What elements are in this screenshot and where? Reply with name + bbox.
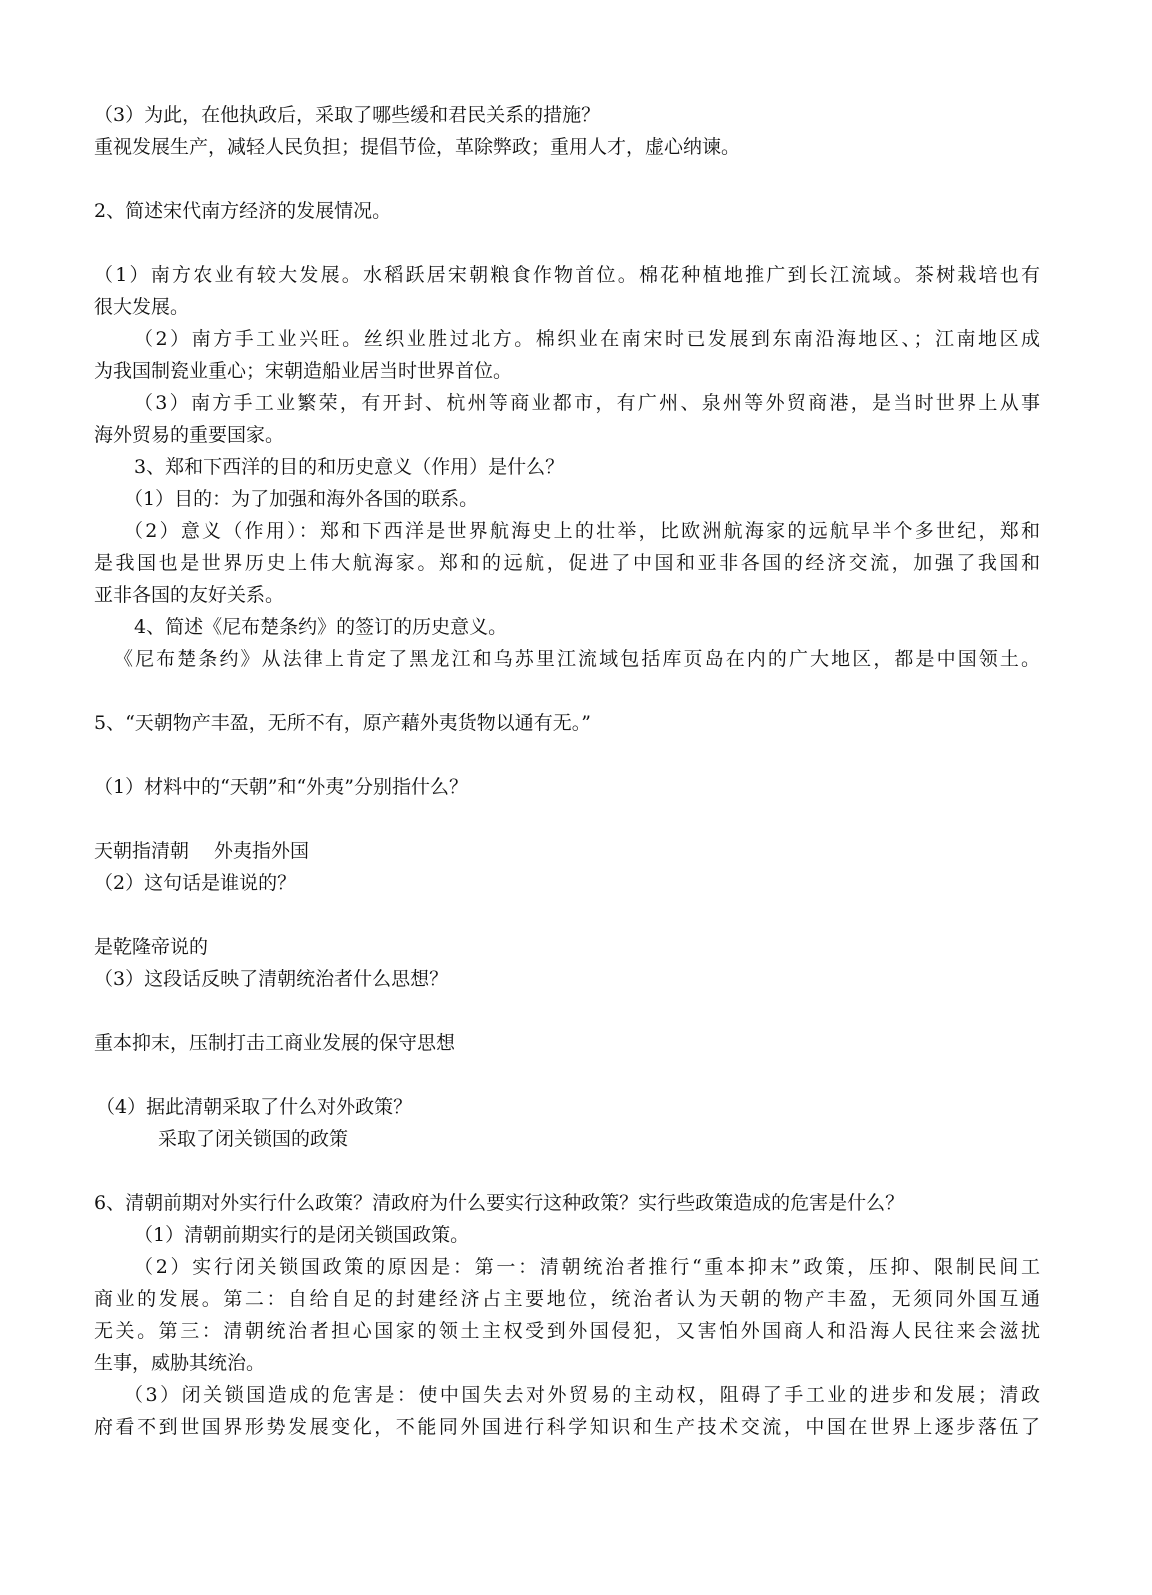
q4-answer: 《尼布楚条约》从法律上肯定了黑龙江和乌苏里江流域包括库页岛在内的广大地区，都是中国领土。 xyxy=(114,648,1040,670)
q5-sub2-question: （2）这句话是谁说的？ xyxy=(94,872,297,894)
q2-point1-line1: （1）南方农业有较大发展。水稻跃居宋朝粮食作物首位。棉花种植地推广到长江流域。茶树栽培也有 xyxy=(94,264,1040,286)
q3-heading: 3、郑和下西洋的目的和历史意义（作用）是什么？ xyxy=(134,456,565,478)
q2-point2-line2: 为我国制瓷业重心；宋朝造船业居当时世界首位。 xyxy=(94,360,513,382)
q6-point3-line1: （3）闭关锁国造成的危害是：使中国失去对外贸易的主动权，阻碍了手工业的进步和发展；清政 xyxy=(124,1384,1040,1406)
q5-sub4-answer: 采取了闭关锁国的政策 xyxy=(158,1128,349,1150)
q6-point2-line1: （2）实行闭关锁国政策的原因是：第一：清朝统治者推行“重本抑末”政策，压抑、限制民间工 xyxy=(134,1256,1040,1278)
q5-quote: 5、“天朝物产丰盈，无所不有，原产藉外夷货物以通有无。” xyxy=(94,712,592,734)
q5-sub1-answer: 天朝指清朝 外夷指外国 xyxy=(94,840,310,862)
q1-sub3-question: （3）为此，在他执政后，采取了哪些缓和君民关系的措施？ xyxy=(94,104,601,126)
q6-point1: （1）清朝前期实行的是闭关锁国政策。 xyxy=(134,1224,470,1246)
q6-heading: 6、清朝前期对外实行什么政策？清政府为什么要实行这种政策？实行些政策造成的危害是什么？ xyxy=(94,1192,905,1214)
q6-point3-line2: 府看不到世国界形势发展变化，不能同外国进行科学知识和生产技术交流，中国在世界上逐步落伍了 xyxy=(94,1416,1040,1438)
q1-sub3-answer: 重视发展生产，减轻人民负担；提倡节俭，革除弊政；重用人才，虚心纳谏。 xyxy=(94,136,741,158)
q6-point2-line3: 无关。第三：清朝统治者担心国家的领土主权受到外国侵犯，又害怕外国商人和沿海人民往来会滋扰 xyxy=(94,1320,1040,1342)
q2-point3-line1: （3）南方手工业繁荣，有开封、杭州等商业都市，有广州、泉州等外贸商港，是当时世界上从事 xyxy=(134,392,1040,414)
q3-purpose: （1）目的：为了加强和海外各国的联系。 xyxy=(124,488,479,510)
q5-sub4-question: （4）据此清朝采取了什么对外政策？ xyxy=(96,1096,413,1118)
q5-sub1-question: （1）材料中的“天朝”和“外夷”分别指什么？ xyxy=(94,776,468,798)
q2-point2-line1: （2）南方手工业兴旺。丝织业胜过北方。棉织业在南宋时已发展到东南沿海地区、；江南地区成 xyxy=(134,328,1040,350)
q6-point2-line4: 生事，威胁其统治。 xyxy=(94,1352,266,1374)
q3-significance-line3: 亚非各国的友好关系。 xyxy=(94,584,285,606)
q5-sub3-answer: 重本抑末，压制打击工商业发展的保守思想 xyxy=(94,1032,456,1054)
q6-point2-line2: 商业的发展。第二：自给自足的封建经济占主要地位，统治者认为天朝的物产丰盈，无须同外国互通 xyxy=(94,1288,1040,1310)
q5-sub2-answer: 是乾隆帝说的 xyxy=(94,936,209,958)
q2-heading: 2、简述宋代南方经济的发展情况。 xyxy=(94,200,392,222)
q2-point1-line2: 很大发展。 xyxy=(94,296,190,318)
q3-significance-line1: （2）意义（作用）：郑和下西洋是世界航海史上的壮举，比欧洲航海家的远航早半个多世纪，郑和 xyxy=(124,520,1040,542)
q3-significance-line2: 是我国也是世界历史上伟大航海家。郑和的远航，促进了中国和亚非各国的经济交流，加强了我国和 xyxy=(94,552,1040,574)
q5-sub3-question: （3）这段话反映了清朝统治者什么思想？ xyxy=(94,968,449,990)
q4-heading: 4、简述《尼布楚条约》的签订的历史意义。 xyxy=(134,616,508,638)
q2-point3-line2: 海外贸易的重要国家。 xyxy=(94,424,285,446)
